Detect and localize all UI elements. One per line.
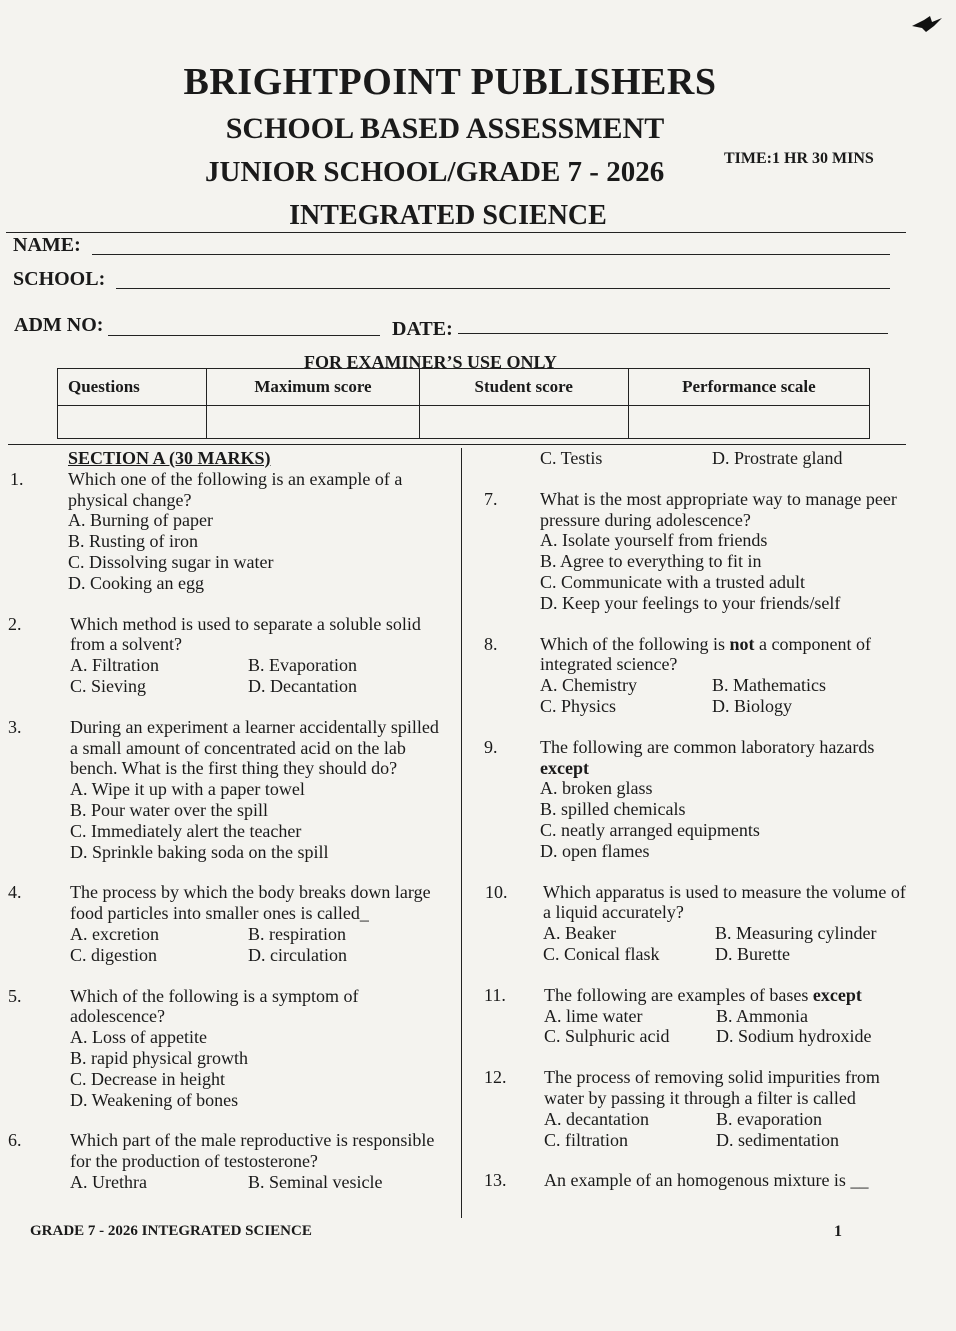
name-label: NAME: bbox=[13, 234, 81, 256]
option-a[interactable]: A. Urethra bbox=[70, 1171, 147, 1192]
question-number: 11. bbox=[484, 984, 506, 1005]
option-b[interactable]: B. Evaporation bbox=[248, 655, 357, 676]
option-b[interactable]: B. evaporation bbox=[716, 1108, 822, 1129]
col-student-score: Student score bbox=[419, 369, 628, 406]
option-d[interactable]: D. Biology bbox=[712, 695, 793, 716]
option-c[interactable]: C. neatly arranged equipments bbox=[540, 819, 760, 840]
col-questions: Questions bbox=[58, 369, 207, 406]
option-b[interactable]: B. Mathematics bbox=[712, 675, 826, 696]
ink-mark-icon bbox=[910, 14, 944, 34]
question-13 bbox=[484, 1170, 906, 1191]
option-c[interactable]: C. Physics bbox=[540, 695, 617, 716]
option-c[interactable]: C. digestion bbox=[70, 944, 158, 965]
header-divider bbox=[6, 232, 906, 233]
option-c[interactable]: C. Sieving bbox=[70, 675, 147, 696]
grade-title: JUNIOR SCHOOL/GRADE 7 - 2026 bbox=[205, 156, 665, 188]
cell-questions[interactable] bbox=[58, 406, 207, 439]
option-b[interactable]: B. rapid physical growth bbox=[70, 1047, 248, 1068]
option-a[interactable]: A. Wipe it up with a paper towel bbox=[70, 779, 305, 800]
option-b[interactable]: B. Pour water over the spill bbox=[70, 799, 268, 820]
option-a[interactable]: A. lime water bbox=[544, 1005, 643, 1026]
question-number: 7. bbox=[484, 488, 498, 509]
question-number: 10. bbox=[485, 881, 508, 902]
question-number: 3. bbox=[8, 716, 22, 737]
option-b[interactable]: B. Seminal vesicle bbox=[248, 1171, 383, 1192]
date-label: DATE: bbox=[392, 318, 453, 340]
option-c[interactable]: C. Testis bbox=[540, 448, 603, 468]
option-c[interactable]: C. Decrease in height bbox=[70, 1068, 225, 1089]
question-5 bbox=[8, 985, 448, 1111]
option-c[interactable]: C. filtration bbox=[544, 1129, 628, 1150]
option-a[interactable]: A. decantation bbox=[544, 1108, 649, 1129]
option-a[interactable]: A. Beaker bbox=[543, 923, 616, 944]
question-number: 9. bbox=[484, 736, 498, 757]
examiner-title: FOR EXAMINER’S USE ONLY bbox=[304, 352, 557, 372]
publisher-title: BRIGHTPOINT PUBLISHERS bbox=[183, 61, 717, 103]
left-column bbox=[8, 448, 448, 1193]
option-d[interactable]: D. Weakening of bones bbox=[70, 1089, 239, 1110]
question-number: 5. bbox=[8, 985, 22, 1006]
question-text: The process by which the body breaks down large food particles into smaller ones is called_ bbox=[70, 882, 431, 924]
school-label: SCHOOL: bbox=[13, 268, 106, 290]
col-performance-scale: Performance scale bbox=[628, 369, 869, 406]
question-10 bbox=[485, 881, 906, 965]
question-text: The following are examples of bases except bbox=[544, 984, 862, 1005]
option-d[interactable]: D. Prostrate gland bbox=[712, 448, 843, 468]
option-d[interactable]: D. Sprinkle baking soda on the spill bbox=[70, 841, 329, 862]
question-6 bbox=[8, 1130, 448, 1192]
question-number: 1. bbox=[10, 468, 24, 489]
question-text: Which part of the male reproductive is responsible for the production of testosterone? bbox=[70, 1130, 435, 1172]
question-text: The following are common laboratory hazards except bbox=[540, 736, 875, 778]
option-c[interactable]: C. Immediately alert the teacher bbox=[70, 820, 302, 841]
school-field[interactable] bbox=[116, 288, 890, 289]
option-a[interactable]: A. excretion bbox=[70, 923, 159, 944]
option-a[interactable]: A. Burning of paper bbox=[68, 510, 213, 531]
cell-performance-scale[interactable] bbox=[628, 406, 869, 439]
time-label: TIME:1 HR 30 MINS bbox=[724, 150, 874, 167]
option-d[interactable]: D. sedimentation bbox=[716, 1129, 839, 1150]
option-b[interactable]: B. Ammonia bbox=[716, 1005, 809, 1026]
option-d[interactable]: D. Burette bbox=[715, 943, 790, 964]
option-d[interactable]: D. Keep your feelings to your friends/self bbox=[540, 592, 841, 613]
date-field[interactable] bbox=[458, 333, 888, 334]
question-text: Which method is used to separate a soluble solid from a solvent? bbox=[70, 613, 421, 655]
option-d[interactable]: D. Cooking an egg bbox=[68, 572, 204, 593]
question-number: 4. bbox=[8, 882, 22, 903]
examiner-table bbox=[57, 368, 870, 439]
column-divider bbox=[461, 448, 462, 1218]
question-2 bbox=[8, 613, 448, 697]
table-divider bbox=[8, 444, 906, 445]
question-text: What is the most appropriate way to manage peer pressure during adolescence? bbox=[540, 488, 897, 530]
adm-field[interactable] bbox=[108, 335, 380, 336]
assessment-title: SCHOOL BASED ASSESSMENT bbox=[225, 112, 665, 145]
question-text: Which apparatus is used to measure the volume of a liquid accurately? bbox=[543, 881, 906, 923]
adm-label: ADM NO: bbox=[14, 314, 104, 336]
option-c[interactable]: C. Sulphuric acid bbox=[544, 1026, 670, 1047]
subject-title: INTEGRATED SCIENCE bbox=[289, 200, 607, 231]
option-a[interactable]: A. Isolate yourself from friends bbox=[540, 530, 768, 551]
question-3 bbox=[8, 716, 448, 863]
footer-text: GRADE 7 - 2026 INTEGRATED SCIENCE bbox=[30, 1223, 312, 1239]
question-9 bbox=[484, 736, 906, 862]
section-title: SECTION A (30 MARKS) bbox=[68, 448, 271, 468]
option-b[interactable]: B. respiration bbox=[248, 923, 346, 944]
option-c[interactable]: C. Dissolving sugar in water bbox=[68, 551, 274, 572]
option-c[interactable]: C. Communicate with a trusted adult bbox=[540, 571, 805, 592]
question-text: Which of the following is not a component of integrated science? bbox=[540, 633, 871, 675]
option-b[interactable]: B. Agree to everything to fit in bbox=[540, 551, 762, 572]
question-text: Which one of the following is an example of a physical change? bbox=[68, 468, 403, 510]
question-8 bbox=[484, 633, 906, 717]
question-number: 12. bbox=[484, 1067, 507, 1088]
page-number: 1 bbox=[834, 1223, 842, 1240]
option-a[interactable]: A. Filtration bbox=[70, 655, 159, 676]
question-text: The process of removing solid impurities from water by passing it through a filter is called bbox=[544, 1067, 880, 1108]
name-field[interactable] bbox=[92, 254, 890, 255]
option-d[interactable]: D. open flames bbox=[540, 840, 650, 861]
option-c[interactable]: C. Conical flask bbox=[543, 943, 660, 964]
question-text: An example of an homogenous mixture is __ bbox=[544, 1170, 869, 1191]
option-b[interactable]: B. spilled chemicals bbox=[540, 799, 686, 820]
question-text: During an experiment a learner accidentally spilled a small amount of concentrated acid on the lab bench. What is the first thing they should do? bbox=[70, 716, 439, 779]
question-1 bbox=[10, 468, 448, 594]
question-number: 2. bbox=[8, 613, 22, 634]
question-number: 8. bbox=[484, 633, 498, 654]
option-d[interactable]: D. circulation bbox=[248, 944, 347, 965]
question-6-continuation bbox=[540, 448, 906, 469]
col-maximum-score: Maximum score bbox=[207, 369, 419, 406]
question-7 bbox=[484, 488, 906, 614]
cell-student-score[interactable] bbox=[419, 406, 628, 439]
option-b[interactable]: B. Measuring cylinder bbox=[715, 923, 877, 944]
option-b[interactable]: B. Rusting of iron bbox=[68, 531, 199, 552]
question-number: 6. bbox=[8, 1130, 22, 1151]
question-4 bbox=[8, 882, 448, 965]
question-11 bbox=[484, 984, 906, 1047]
right-column bbox=[484, 448, 906, 1191]
option-d[interactable]: D. Decantation bbox=[248, 675, 357, 696]
question-number: 13. bbox=[484, 1170, 507, 1191]
option-a[interactable]: A. broken glass bbox=[540, 778, 653, 799]
option-a[interactable]: A. Chemistry bbox=[540, 675, 637, 696]
option-a[interactable]: A. Loss of appetite bbox=[70, 1027, 207, 1048]
question-text: Which of the following is a symptom of adolescence? bbox=[70, 985, 359, 1027]
question-12 bbox=[484, 1067, 906, 1150]
cell-maximum-score[interactable] bbox=[207, 406, 419, 439]
option-d[interactable]: D. Sodium hydroxide bbox=[716, 1026, 872, 1047]
